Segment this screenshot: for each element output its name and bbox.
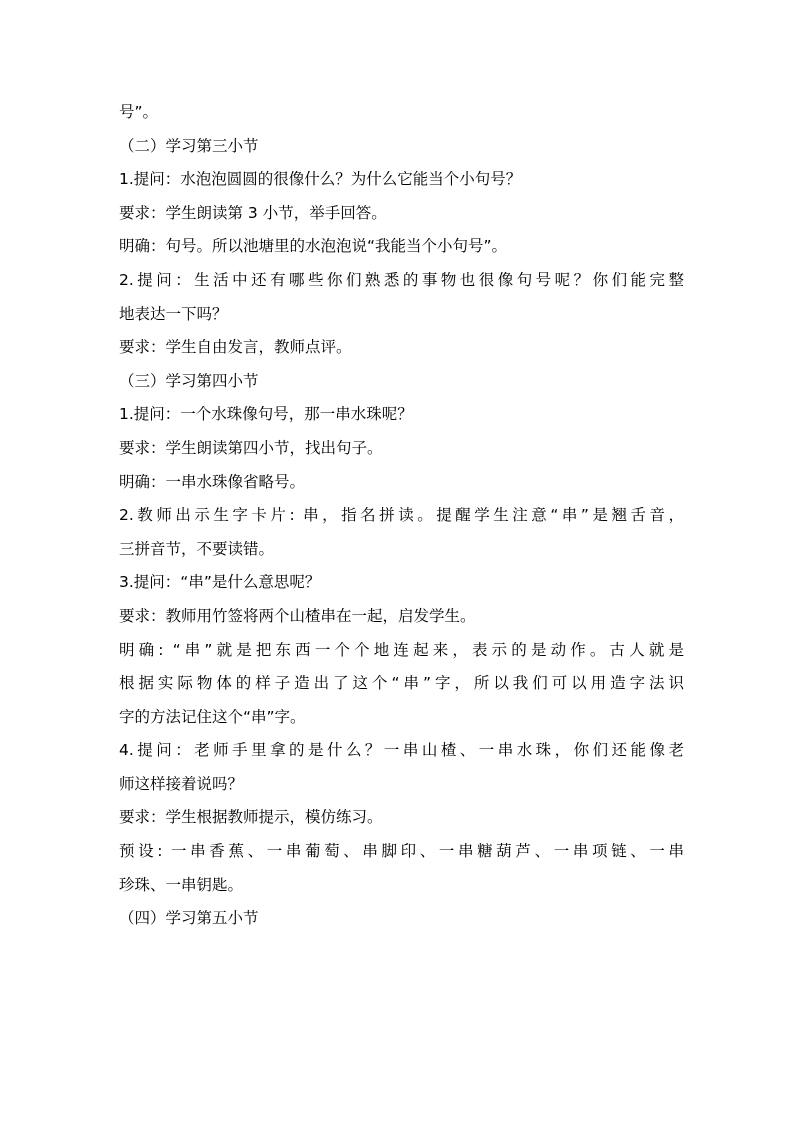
clarification-line-continued: 字的方法记住这个“串”字。 (119, 707, 306, 726)
section-heading: （四）学习第五小节 (119, 909, 259, 928)
preset-line-continued: 珍珠、一串钥匙。 (119, 875, 244, 894)
question-line-continued: 师这样接着说吗？ (119, 774, 244, 793)
section-heading: （三）学习第四小节 (119, 371, 259, 390)
instruction-line-continued: 三拼音节，不要读错。 (119, 539, 275, 558)
instruction-line: 2.教师出示生字卡片: 串，指名拼读。提醒学生注意“串”是翘舌音， (119, 506, 684, 525)
question-line: 4.提问：老师手里拿的是什么？一串山楂、一串水珠，你们还能像老 (119, 741, 684, 760)
document-body (119, 96, 684, 936)
paragraph-line: 号”。 (119, 103, 159, 121)
requirement-line: 要求：学生朗读第四小节，找出句子。 (119, 438, 383, 457)
section-heading: （二）学习第三小节 (119, 136, 259, 155)
requirement-line: 要求：学生根据教师提示，模仿练习。 (119, 808, 383, 827)
question-line: 3.提问：“串”是什么意思呢？ (119, 573, 321, 592)
question-line: 1.提问：水泡泡圆圆的很像什么？为什么它能当个小句号？ (119, 170, 522, 189)
clarification-line: 明确：句号。所以池塘里的水泡泡说“我能当个小句号”。 (119, 237, 508, 256)
clarification-line: 明确：一串水珠像省略号。 (119, 472, 306, 491)
requirement-line: 要求：学生自由发言，教师点评。 (119, 338, 352, 357)
clarification-line: 明确: “串”就是把东西一个个地连起来，表示的是动作。古人就是 (119, 640, 684, 659)
requirement-line: 要求：学生朗读第 3 小节，举手回答。 (119, 203, 387, 222)
preset-line: 预设: 一串香蕉、一串葡萄、串脚印、一串糖葫芦、一串项链、一串 (119, 842, 684, 861)
question-line: 1.提问：一个水珠像句号，那一串水珠呢？ (119, 405, 413, 424)
requirement-line: 要求：教师用竹签将两个山楂串在一起，启发学生。 (119, 606, 476, 625)
question-line: 2.提问：生活中还有哪些你们熟悉的事物也很像句号呢？你们能完整 (119, 270, 684, 289)
clarification-line-continued: 根据实际物体的样子造出了这个“串”字，所以我们可以用造字法识 (119, 674, 684, 693)
question-line-continued: 地表达一下吗？ (119, 304, 228, 323)
